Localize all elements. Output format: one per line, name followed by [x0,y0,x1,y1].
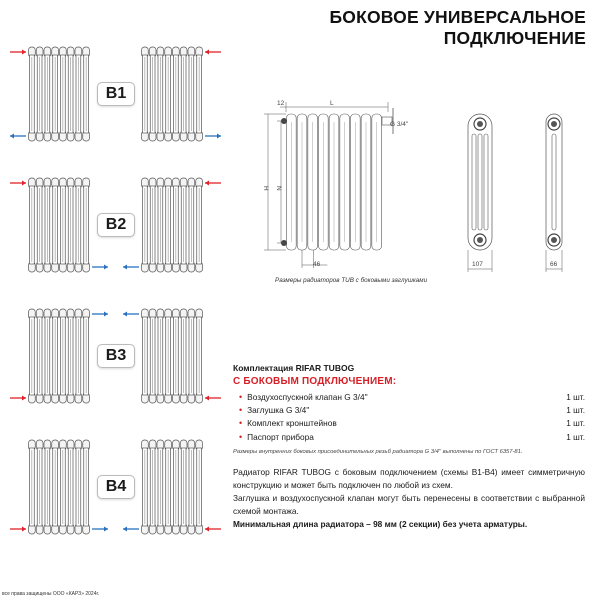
supply-arrow-icon [10,181,26,186]
bullet-icon: • [239,405,243,416]
radiator-right [142,47,203,141]
side-view-3-column [468,114,492,272]
return-arrow-icon [123,265,139,270]
dim-depth-3: 107 [472,261,483,268]
side-view-2-column [546,114,562,272]
radiator-right [142,440,203,534]
radiator-right [142,309,203,403]
supply-arrow-icon [205,527,221,532]
kit-item-qty: 1 шт. [566,431,585,442]
scheme-label: B1 [97,82,135,106]
scheme-label: B4 [97,475,135,499]
dim-axis: N [275,186,282,191]
supply-arrow-icon [10,50,26,55]
scheme-label: B3 [97,344,135,368]
dim-thread: G 3/4'' [390,121,409,128]
kit-item-qty: 1 шт. [566,405,585,416]
kit-item [233,417,585,430]
kit-list [233,390,585,444]
dim-offset: 12 [277,100,285,107]
kit-section [233,363,585,444]
radiator-left [29,309,90,403]
supply-arrow-icon [205,396,221,401]
kit-item-label: Воздухоспускной клапан G 3/4'' [247,391,368,402]
dim-pitch: 46 [313,261,321,268]
title-line-1: БОКОВОЕ УНИВЕРСАЛЬНОЕ [329,7,586,27]
supply-arrow-icon [10,396,26,401]
kit-item-name [239,418,337,428]
return-arrow-icon [10,134,26,139]
kit-item-label: Паспорт прибора [247,431,314,442]
description [233,466,585,531]
kit-item-name [239,405,309,415]
kit-item [233,430,585,443]
return-arrow-icon [123,312,139,317]
return-arrow-icon [205,134,221,139]
return-arrow-icon [123,527,139,532]
description-p3: Минимальная длина радиатора – 98 мм (2 секции) без учета арматуры. [233,519,528,529]
kit-item [233,390,585,403]
radiator-right [142,178,203,272]
kit-item-label: Заглушка G 3/4'' [247,405,310,416]
kit-item-label: Комплект кронштейнов [247,418,337,429]
dim-height: H [262,186,269,191]
dim-length: L [330,100,334,107]
radiator-left [29,47,90,141]
kit-item-qty: 1 шт. [566,418,585,429]
bullet-icon: • [239,418,243,429]
page-title [329,7,586,49]
return-arrow-icon [92,312,108,317]
kit-item-name [239,392,368,402]
description-p2: Заглушка и воздухоспускной клапан могут быть перенесены в соответствии с выбранной схемой монтажа. [233,493,585,516]
kit-title: Комплектация RIFAR TUBOG [233,363,355,373]
bullet-icon: • [239,391,243,402]
scheme-label: B2 [97,213,135,237]
supply-arrow-icon [205,50,221,55]
kit-item-name [239,432,314,442]
drawing-caption: Размеры радиаторов TUB с боковыми заглушками [275,277,428,284]
radiator-left [29,178,90,272]
kit-subtitle: С БОКОВЫМ ПОДКЛЮЧЕНИЕМ: [233,376,397,387]
return-arrow-icon [92,527,108,532]
title-line-2: ПОДКЛЮЧЕНИЕ [443,28,586,48]
return-arrow-icon [92,265,108,270]
dim-depth-2: 66 [550,261,558,268]
supply-arrow-icon [10,527,26,532]
description-p1: Радиатор RIFAR TUBOG с боковым подключением (схемы B1-B4) имеет симметричную конструкцию и может быть подключен по любой из схем. [233,467,585,490]
dimension-drawing [250,90,590,275]
kit-item-qty: 1 шт. [566,391,585,402]
supply-arrow-icon [205,181,221,186]
thread-note: Размеры внутренних боковых присоединительных резьб радиатора G 3/4'' выполнены по ГОСТ 6357-81. [233,449,523,455]
bullet-icon: • [239,431,243,442]
front-view [264,102,393,268]
copyright: все права защищены ООО «КАРЗ» 2024г. [2,591,100,597]
kit-item [233,403,585,416]
radiator-left [29,440,90,534]
